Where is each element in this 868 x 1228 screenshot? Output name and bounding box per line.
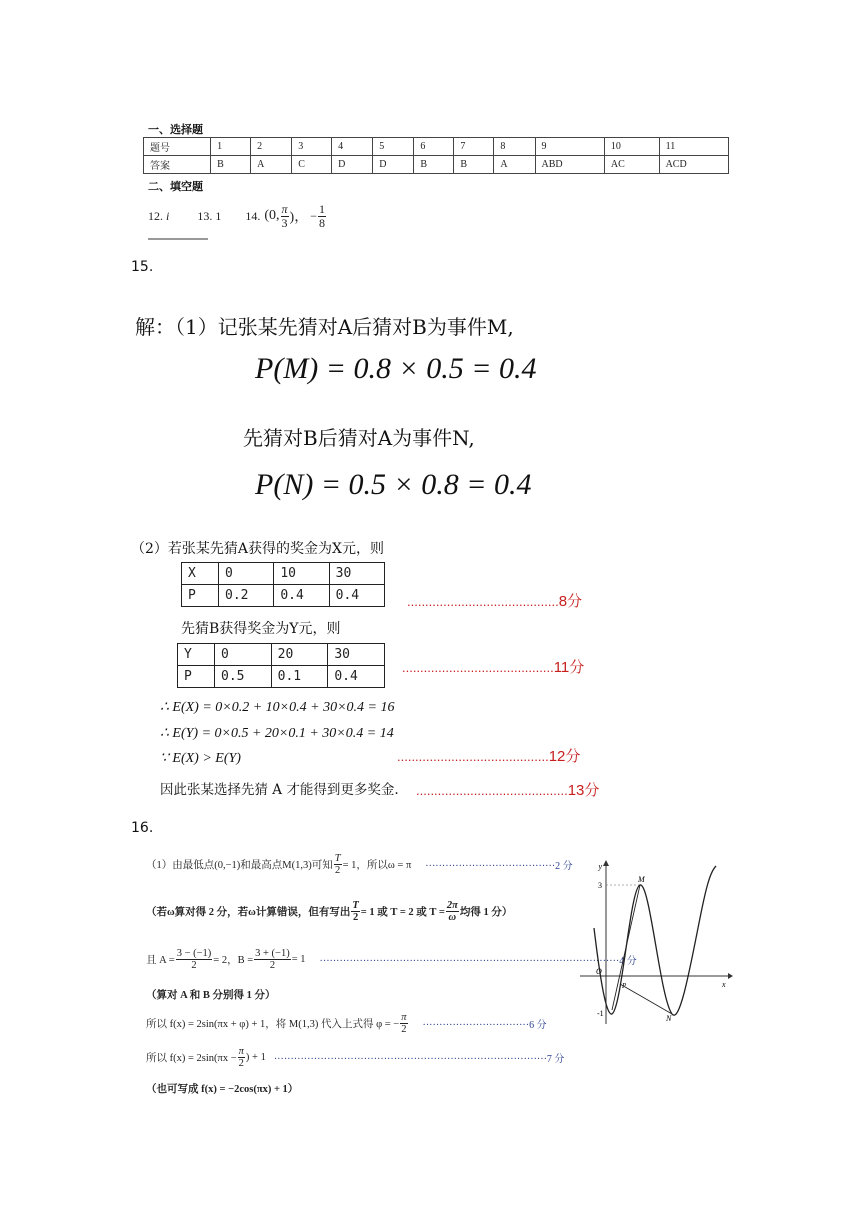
fraction-a <box>176 948 213 971</box>
fraction-denominator: 8 <box>318 215 325 230</box>
fraction-2pi-omega <box>446 900 459 923</box>
x-axis-label: x <box>722 980 726 989</box>
fraction-t-2 <box>334 853 342 876</box>
distribution-table-y <box>177 643 385 688</box>
q14-fraction-1-8 <box>318 203 326 229</box>
table-cell: 2 <box>251 138 292 156</box>
point-n-label: N <box>666 1014 672 1023</box>
table-cell: 0.4 <box>328 666 385 688</box>
table-cell: 8 <box>494 138 535 156</box>
answer-table <box>143 137 729 174</box>
score-leader: ································6 分 <box>422 1020 547 1032</box>
table-row <box>144 156 729 174</box>
table-cell: 3 <box>292 138 332 156</box>
score-label: 12分 <box>548 748 581 765</box>
score-leader: .......................................... <box>416 783 568 798</box>
line-text: = 1，所以ω = π <box>342 860 412 872</box>
table-cell: 6 <box>414 138 454 156</box>
table-cell: 1 <box>211 138 251 156</box>
table-cell: 7 <box>454 138 494 156</box>
table-row <box>178 666 385 688</box>
table-cell: C <box>292 156 332 174</box>
origin-label: O <box>596 967 602 976</box>
fraction-numerator: π <box>281 201 288 216</box>
table-cell: 10 <box>604 138 659 156</box>
fill-answers <box>148 199 448 233</box>
q14-negative: − <box>310 208 317 223</box>
table-cell: B <box>211 156 251 174</box>
segment-m <box>612 885 640 1010</box>
line-text: = 2，B = <box>213 955 254 967</box>
q14-number: 14. <box>245 208 261 223</box>
ey-expectation: ∴ E(Y) = 0×0.5 + 20×0.1 + 30×0.4 = 14 <box>160 726 394 741</box>
x-axis-arrow <box>728 973 733 979</box>
table-cell: 10 <box>274 563 329 585</box>
line-text: （若ω算对得 2 分，若ω计算错误，但有写出 <box>146 907 351 919</box>
section-choice-title: 一、选择题 <box>148 123 203 136</box>
table-cell: A <box>251 156 292 174</box>
fraction-numerator: 3 + (−1) <box>255 948 290 959</box>
q16-line5 <box>146 1012 547 1035</box>
table-cell: 0.5 <box>215 666 272 688</box>
q16-line6 <box>146 1046 564 1069</box>
fraction-denominator: 2 <box>191 960 197 972</box>
y-max-tick-label: 3 <box>598 881 602 890</box>
q15-part2-intro: （2）若张某先猜A获得的奖金为X元，则 <box>131 541 384 557</box>
score-label: 11分 <box>553 659 585 676</box>
sine-curve <box>594 866 716 1015</box>
fraction-numerator: T <box>352 900 359 911</box>
fraction-denominator: 3 <box>281 215 288 230</box>
q12-number: 12. <box>148 208 163 223</box>
table-cell: ABD <box>535 156 604 174</box>
y-axis-arrow <box>603 860 609 866</box>
fraction-denominator: 2 <box>401 1024 407 1036</box>
score-leader: ··················································································7 分 <box>273 1054 565 1066</box>
table-cell: X <box>182 563 219 585</box>
point-p-label: P <box>622 982 627 990</box>
fraction-t-2 <box>351 900 359 923</box>
pm-equation: P(M) = 0.8 × 0.5 = 0.4 <box>255 352 537 385</box>
ex-expectation: ∴ E(X) = 0×0.2 + 10×0.4 + 30×0.4 = 16 <box>160 700 395 715</box>
line-text: ) + 1 <box>245 1052 266 1064</box>
section-fill-title: 二、填空题 <box>148 180 203 193</box>
score-label: 8分 <box>558 593 583 610</box>
table-cell: D <box>373 156 414 174</box>
cutoff-heading-fragment <box>148 238 208 240</box>
table-cell: 0.2 <box>219 585 274 607</box>
fraction-numerator: π <box>238 1046 244 1057</box>
table-cell: 5 <box>373 138 414 156</box>
distribution-table-x <box>181 562 385 607</box>
q15-b-intro: 先猜B获得奖金为Y元，则 <box>181 621 341 637</box>
point-m-label: M <box>638 875 645 884</box>
y-axis-label: y <box>598 862 602 871</box>
score-8 <box>407 590 582 611</box>
fraction-numerator: T <box>334 853 341 864</box>
q16-line3 <box>146 948 637 971</box>
expectation-comparison: ∵ E(X) > E(Y) <box>160 751 241 766</box>
q14-open: (0, <box>264 208 280 223</box>
score-11 <box>402 656 584 677</box>
table-cell: B <box>414 156 454 174</box>
table-cell: ACD <box>659 156 728 174</box>
table-cell: B <box>454 156 494 174</box>
line-text: （1）由最低点(0,−1)和最高点M(1,3)可知 <box>146 860 333 872</box>
fraction-denominator: 2 <box>335 865 341 877</box>
line-text: 所以 f(x) = 2sin(πx + φ) + 1，将 M(1,3) 代入上式得 φ = − <box>146 1019 400 1031</box>
fraction-numerator: π <box>401 1012 407 1023</box>
q14-close: )， <box>289 210 309 225</box>
score-leader: ·······································2 分 <box>425 861 573 873</box>
q15-part1-line2: 先猜对B后猜对A为事件N, <box>243 426 475 450</box>
sine-graph <box>576 858 736 1026</box>
q16-number: 16. <box>131 820 154 836</box>
table-row <box>144 138 729 156</box>
fraction-pi-2 <box>238 1046 245 1069</box>
table-cell: P <box>178 666 215 688</box>
pn-equation: P(N) = 0.5 × 0.8 = 0.4 <box>255 468 532 501</box>
q15-part1-line1: 解：（1）记张某先猜对A后猜对B为事件M, <box>135 315 514 339</box>
table-cell: 9 <box>535 138 604 156</box>
score-label: 13分 <box>567 782 600 799</box>
q12-answer: i <box>166 208 170 223</box>
table-cell: 0 <box>219 563 274 585</box>
q15-number: 15. <box>131 259 154 275</box>
table-cell: 0.1 <box>271 666 328 688</box>
table-cell: A <box>494 156 535 174</box>
table-row <box>182 585 385 607</box>
q16-line4: （算对 A 和 B 分别得 1 分） <box>146 990 276 1001</box>
q16-line1 <box>146 853 573 876</box>
table-cell: 30 <box>329 563 384 585</box>
table-cell: 20 <box>271 644 328 666</box>
q13-answer: 13. 1 <box>197 208 222 223</box>
table-cell: 0 <box>215 644 272 666</box>
line-text: 且 A = <box>146 955 175 967</box>
table-cell: P <box>182 585 219 607</box>
table-cell: 4 <box>332 138 373 156</box>
table-cell: 答案 <box>144 156 211 174</box>
table-cell: 30 <box>328 644 385 666</box>
fraction-numerator: 2π <box>446 900 458 911</box>
table-cell: Y <box>178 644 215 666</box>
table-cell: 0.4 <box>274 585 329 607</box>
score-leader: ··························································································4 分 <box>319 956 637 968</box>
table-row <box>178 644 385 666</box>
line-text: = 1 或 T = 2 或 T = <box>360 907 445 919</box>
line-text: 所以 f(x) = 2sin(πx − <box>146 1053 237 1065</box>
q15-conclusion: 因此张某选择先猜 A 才能得到更多奖金. <box>160 782 399 798</box>
score-12 <box>397 745 580 766</box>
fraction-denominator: 2 <box>352 912 359 924</box>
table-cell: 11 <box>659 138 728 156</box>
q16-line7: （也可写成 f(x) = −2cos(πx) + 1） <box>146 1084 299 1095</box>
line-text: 均得 1 分） <box>459 907 513 919</box>
fraction-b <box>254 948 291 971</box>
q16-line2 <box>146 900 512 923</box>
fraction-denominator: ω <box>448 912 457 924</box>
table-row <box>182 563 385 585</box>
score-leader: .......................................... <box>397 749 549 764</box>
q14-fraction-pi-3 <box>281 203 289 229</box>
fraction-numerator: 1 <box>318 201 325 216</box>
fraction-denominator: 2 <box>269 960 276 972</box>
table-cell: 题号 <box>144 138 211 156</box>
table-cell: D <box>332 156 373 174</box>
table-cell: AC <box>604 156 659 174</box>
score-leader: .......................................... <box>407 594 559 609</box>
line-text: = 1 <box>291 954 306 966</box>
fraction-numerator: 3 − (−1) <box>176 948 212 959</box>
score-leader: .......................................... <box>402 660 554 675</box>
fraction-pi-2 <box>400 1012 407 1035</box>
table-cell: 0.4 <box>329 585 384 607</box>
y-min-tick-label: -1 <box>597 1009 604 1018</box>
score-13 <box>416 779 599 800</box>
fraction-denominator: 2 <box>238 1058 244 1070</box>
